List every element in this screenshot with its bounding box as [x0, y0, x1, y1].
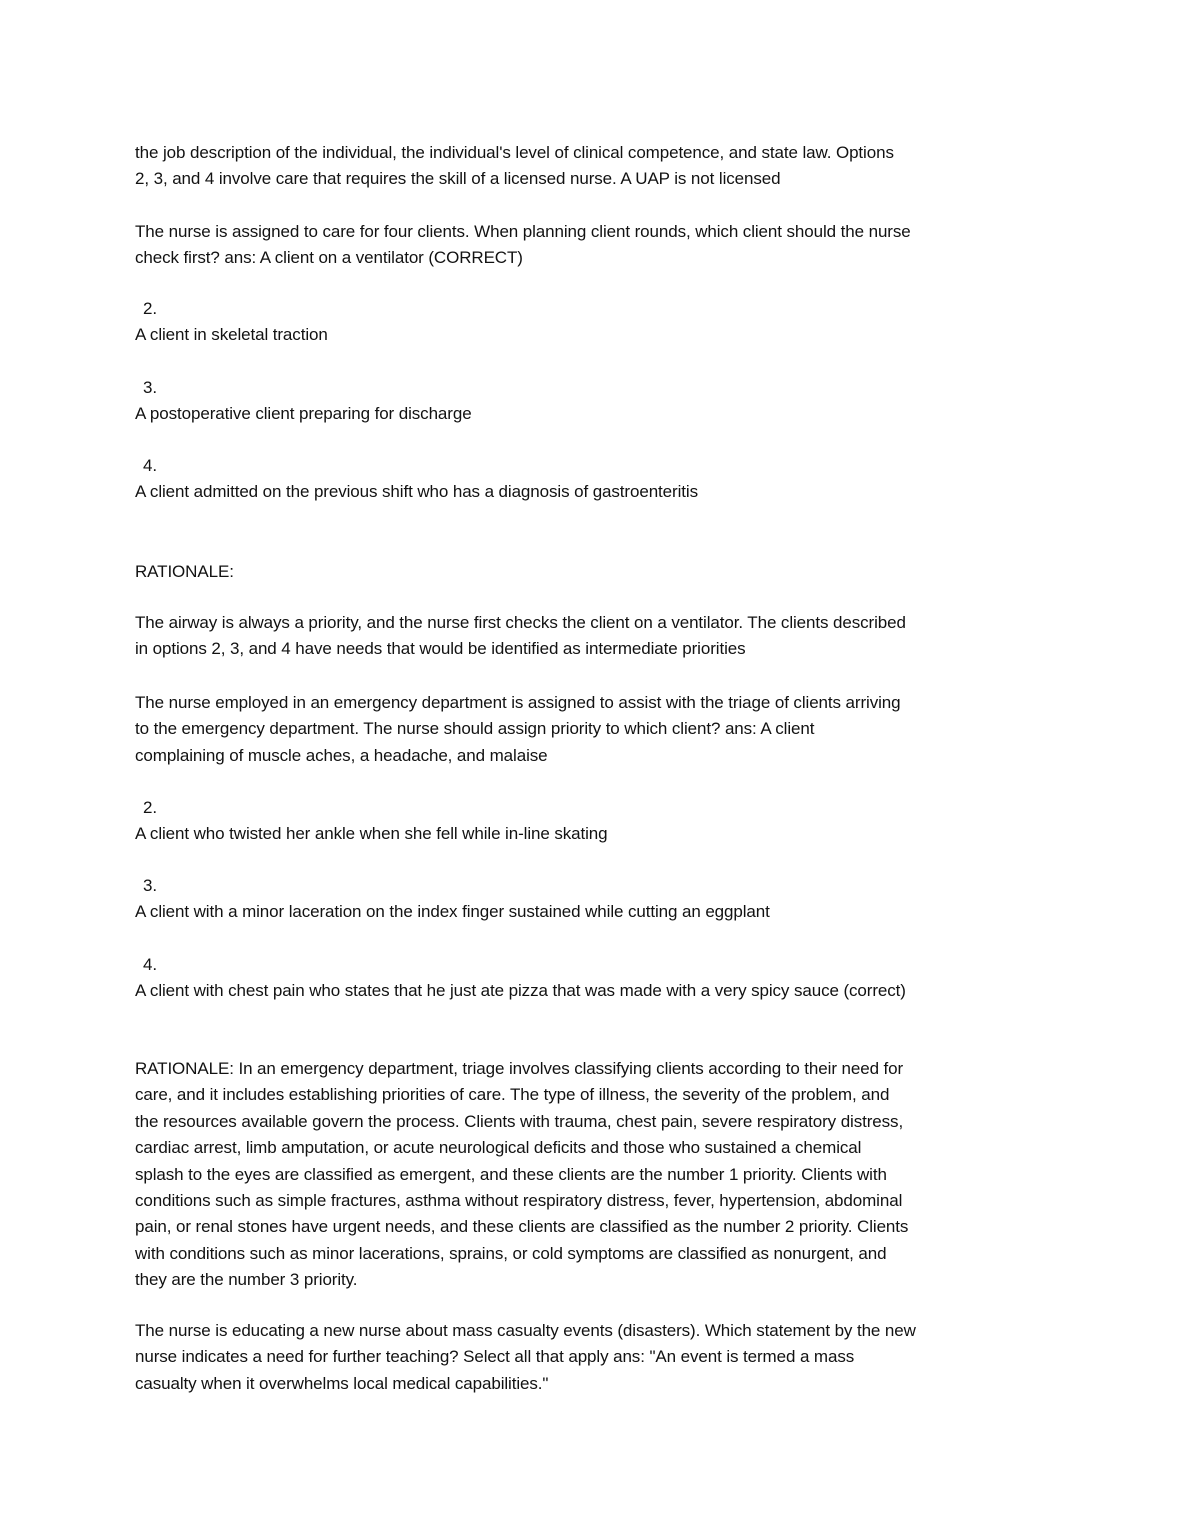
option-text: A client who twisted her ankle when she fell while in-line skating: [135, 824, 608, 844]
rationale-airway-paragraph: [135, 610, 906, 663]
rationale-heading-line: RATIONALE:: [135, 562, 234, 581]
text-line: The nurse is educating a new nurse about mass casualty events (disasters). Which statement by the new: [135, 1321, 916, 1340]
option-number: 4.: [143, 456, 157, 475]
text-line: RATIONALE: In an emergency department, triage involves classifying clients according to their need for: [135, 1059, 904, 1078]
option-number: 3.: [143, 876, 157, 895]
triage-option-2-block: [135, 795, 608, 848]
text-line: cardiac arrest, limb amputation, or acute neurological deficits and those who sustained a chemical: [135, 1138, 862, 1158]
text-line: conditions such as simple fractures, asthma without respiratory distress, fever, hypertension, abdominal: [135, 1191, 903, 1211]
text-line: The nurse employed in an emergency department is assigned to assist with the triage of clients arriving: [135, 693, 901, 712]
rationale-triage-paragraph: [135, 1056, 908, 1294]
triage-option-3-block: [135, 873, 770, 926]
text-line: nurse indicates a need for further teaching? Select all that apply ans: "An event is termed a mass: [135, 1347, 855, 1367]
text-line: The nurse is assigned to care for four clients. When planning client rounds, which client should the nurse: [135, 222, 911, 241]
text-line: 2, 3, and 4 involve care that requires the skill of a licensed nurse. A UAP is not licensed: [135, 169, 781, 189]
text-line: pain, or renal stones have urgent needs, and these clients are classified as the number 2 priority. Clients: [135, 1217, 909, 1237]
question-mass-casualty-paragraph: [135, 1318, 916, 1397]
text-line: with conditions such as minor lacerations, sprains, or cold symptoms are classified as nonurgent, and: [135, 1243, 887, 1263]
text-line: care, and it includes establishing priorities of care. The type of illness, the severity of the problem, and: [135, 1085, 890, 1105]
rationale-heading: [135, 559, 234, 585]
text-line: to the emergency department. The nurse should assign priority to which client? ans: A client: [135, 719, 815, 739]
option-text: A client with a minor laceration on the index finger sustained while cutting an eggplant: [135, 902, 770, 922]
option-text: A postoperative client preparing for discharge: [135, 404, 472, 424]
text-line: splash to the eyes are classified as emergent, and these clients are the number 1 priority. Clients with: [135, 1164, 887, 1184]
option-4-block: [135, 453, 698, 506]
question-ventilator-paragraph: [135, 219, 911, 272]
triage-option-4-block: [135, 952, 906, 1005]
text-line: casualty when it overwhelms local medical capabilities.": [135, 1373, 549, 1393]
option-text: A client admitted on the previous shift who has a diagnosis of gastroenteritis: [135, 482, 698, 502]
option-2-block: [135, 296, 328, 349]
question-triage-paragraph: [135, 690, 900, 769]
text-line: The airway is always a priority, and the nurse first checks the client on a ventilator. The clients described: [135, 613, 906, 632]
text-line: in options 2, 3, and 4 have needs that would be identified as intermediate priorities: [135, 639, 746, 659]
option-text: A client in skeletal traction: [135, 325, 328, 345]
text-line: check first? ans: A client on a ventilator (CORRECT): [135, 248, 523, 268]
option-text: A client with chest pain who states that he just ate pizza that was made with a very spicy sauce (correct): [135, 981, 906, 1001]
text-line: complaining of muscle aches, a headache, and malaise: [135, 745, 548, 765]
text-line: the job description of the individual, the individual's level of clinical competence, and state law. Options: [135, 143, 894, 162]
option-number: 3.: [143, 378, 157, 397]
option-number: 2.: [143, 798, 157, 817]
option-3-block: [135, 375, 472, 428]
rationale-continuation-paragraph: [135, 140, 894, 193]
text-line: the resources available govern the process. Clients with trauma, chest pain, severe respiratory distress,: [135, 1111, 904, 1131]
text-line: they are the number 3 priority.: [135, 1270, 358, 1290]
option-number: 4.: [143, 955, 157, 974]
option-number: 2.: [143, 299, 157, 318]
